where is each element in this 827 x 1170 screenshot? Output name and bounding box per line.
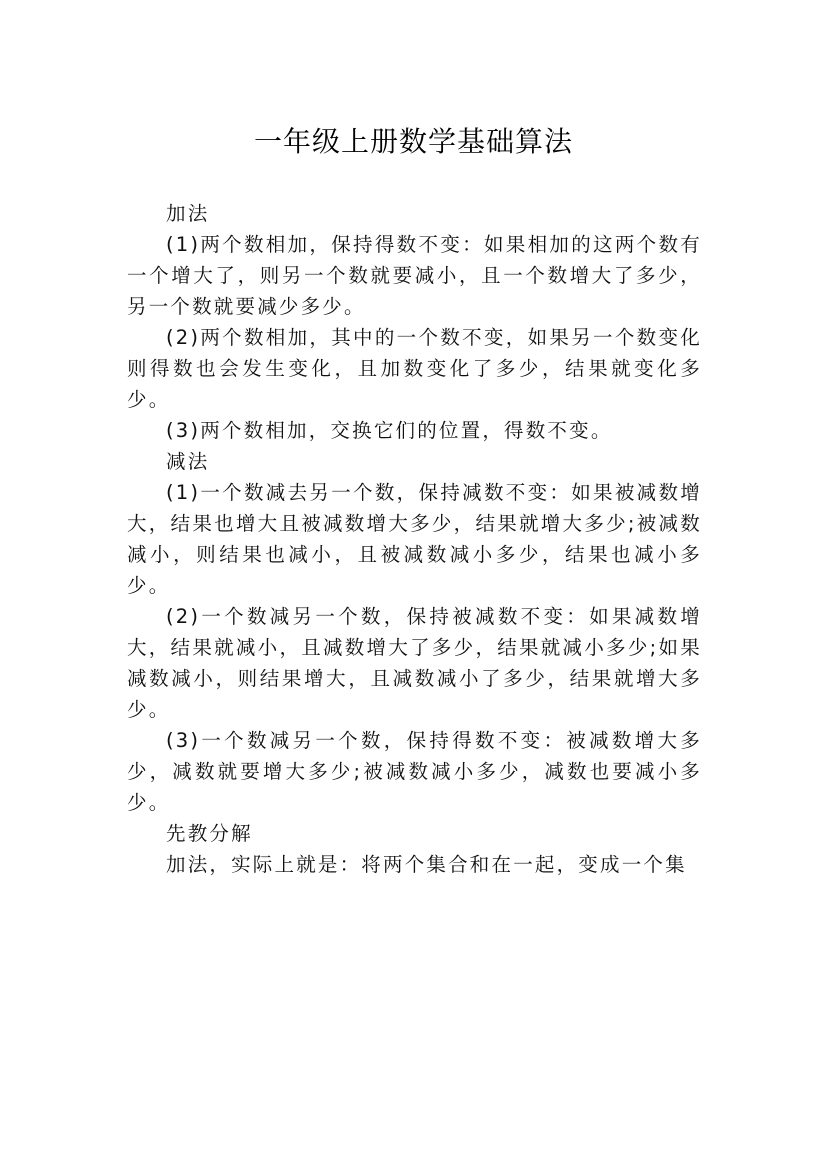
decomposition-paragraph: 加法，实际上就是：将两个集合和在一起，变成一个集 (166, 853, 687, 876)
subtraction-rule-3: (3)一个数减另一个数，保持得数不变：被减数增大多少，减数就要增大多少;被减数减小多少，减数也要减小多少。 (127, 729, 702, 814)
section-heading-addition: 加法 (166, 202, 210, 225)
section-heading-decomposition: 先教分解 (166, 822, 253, 845)
addition-rule-1: (1)两个数相加，保持得数不变：如果相加的这两个数有一个增大了，则另一个数就要减小，且一个数增大了多少，另一个数就要减少多少。 (127, 233, 702, 318)
subtraction-rule-1: (1)一个数减去另一个数，保持减数不变：如果被减数增大，结果也增大且被减数增大多少，结果就增大多少;被减数减小，则结果也减小，且被减数减小多少，结果也减小多少。 (127, 481, 702, 597)
document-title: 一年级上册数学基础算法 (253, 124, 573, 158)
section-heading-subtraction: 减法 (166, 450, 210, 473)
addition-rule-3: (3)两个数相加，交换它们的位置，得数不变。 (166, 419, 613, 442)
subtraction-rule-2: (2)一个数减另一个数，保持被减数不变：如果减数增大，结果就减小，且减数增大了多少，结果就减小多少;如果减数减小，则结果增大，且减数减小了多少，结果就增大多少。 (127, 605, 702, 721)
document-body (127, 198, 702, 880)
addition-rule-2: (2)两个数相加，其中的一个数不变，如果另一个数变化则得数也会发生变化，且加数变化了多少，结果就变化多少。 (127, 326, 702, 411)
